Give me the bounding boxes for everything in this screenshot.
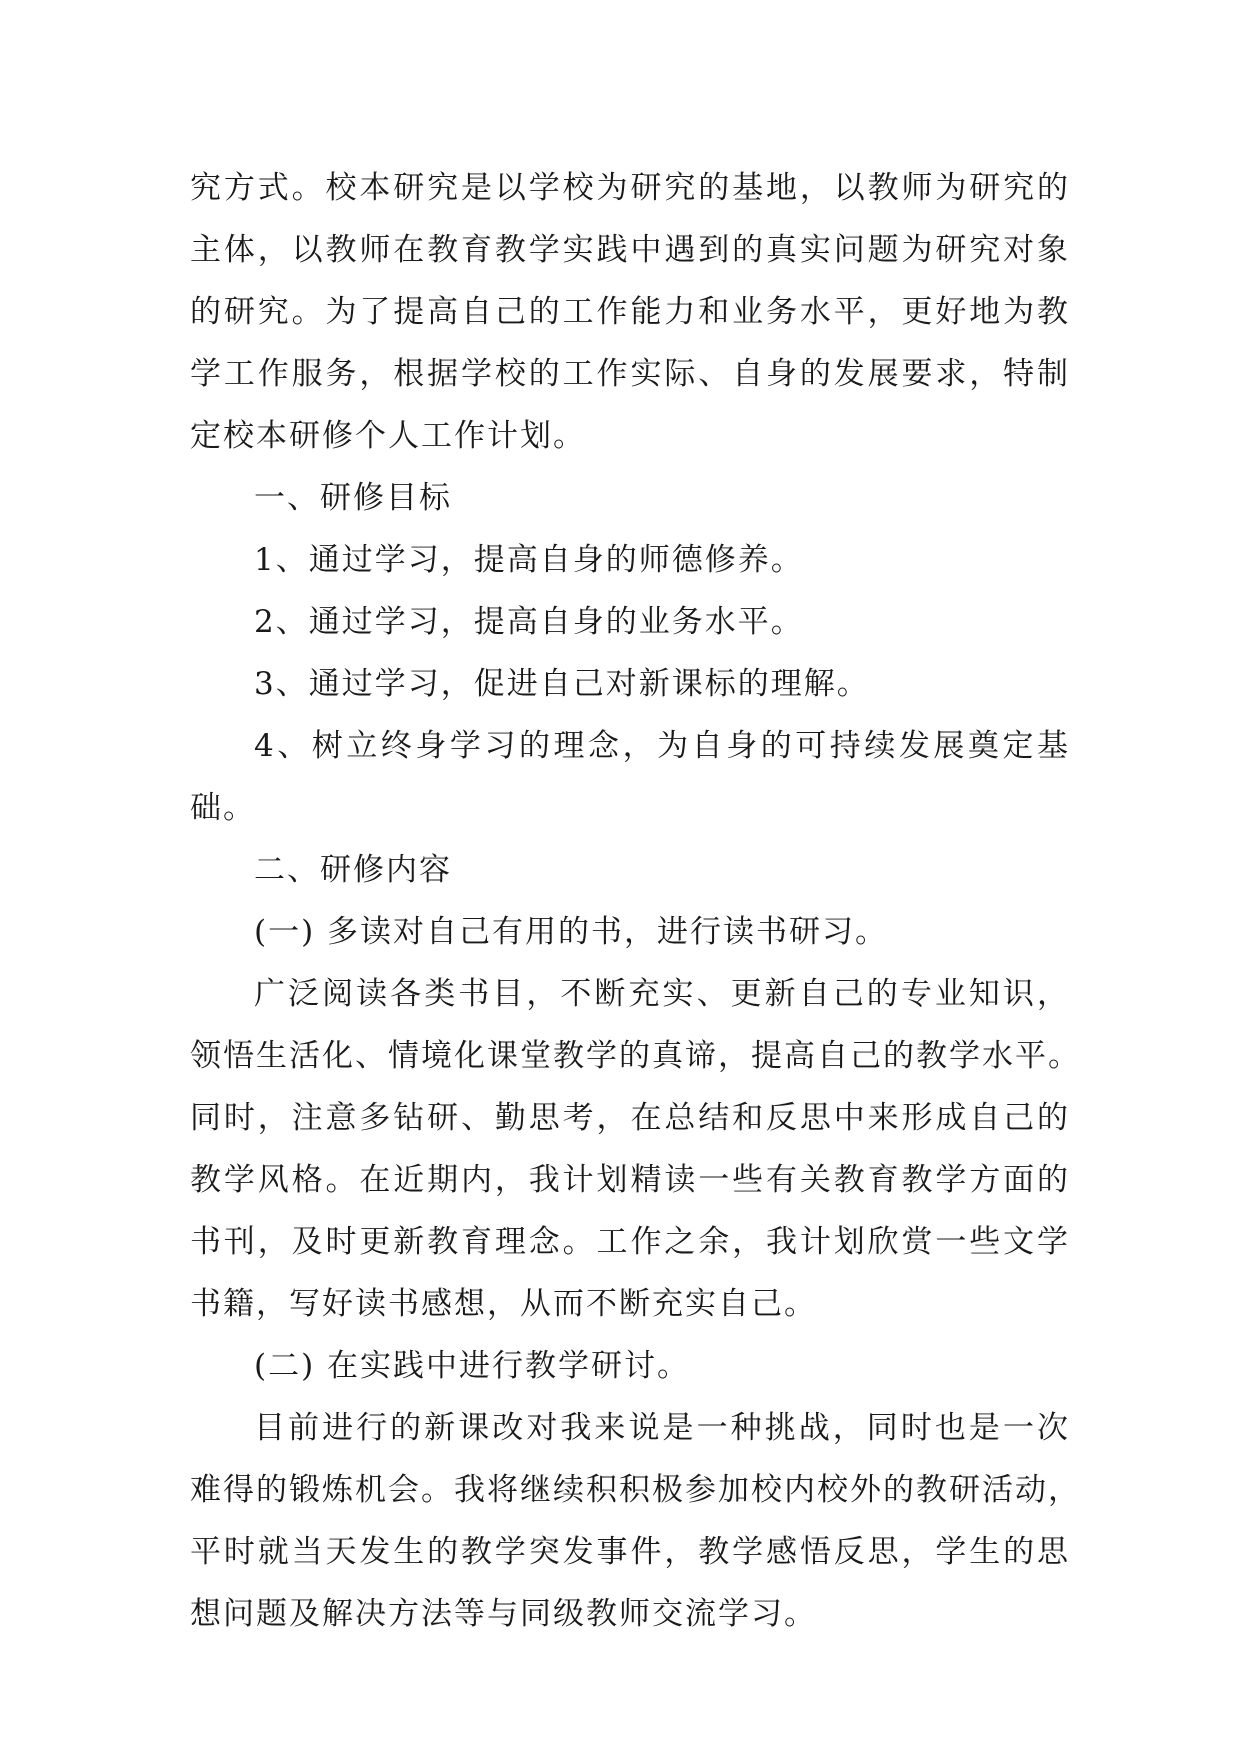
text-line: 的研究。为了提高自己的工作能力和业务水平，更好地为教 xyxy=(190,294,1070,330)
text-line: 书籍，写好读书感想，从而不断充实自己。 xyxy=(190,1286,817,1322)
text-line: 定校本研修个人工作计划。 xyxy=(190,418,586,454)
text-line: 础。 xyxy=(190,790,256,826)
text-line: 领悟生活化、情境化课堂教学的真谛，提高自己的教学水平。 xyxy=(190,1038,1081,1074)
text-line: 教学风格。在近期内，我计划精读一些有关教育教学方面的 xyxy=(190,1162,1070,1198)
text-line: (二) 在实践中进行教学研讨。 xyxy=(254,1348,691,1384)
text-line: 广泛阅读各类书目，不断充实、更新自己的专业知识， xyxy=(254,976,1070,1012)
text-line: 4、树立终身学习的理念，为自身的可持续发展奠定基 xyxy=(254,728,1070,764)
text-line: 书刊，及时更新教育理念。工作之余，我计划欣赏一些文学 xyxy=(190,1224,1070,1260)
text-line: 平时就当天发生的教学突发事件，教学感悟反思，学生的思 xyxy=(190,1534,1070,1570)
text-line: 究方式。校本研究是以学校为研究的基地，以教师为研究的 xyxy=(190,170,1070,206)
text-line: 目前进行的新课改对我来说是一种挑战，同时也是一次 xyxy=(254,1410,1070,1446)
text-line: 同时，注意多钻研、勤思考，在总结和反思中来形成自己的 xyxy=(190,1100,1070,1136)
text-line: 一、研修目标 xyxy=(254,480,452,516)
text-line: 1、通过学习，提高自身的师德修养。 xyxy=(254,542,804,578)
text-line: 主体，以教师在教育教学实践中遇到的真实问题为研究对象 xyxy=(190,232,1070,268)
text-line: 3、通过学习，促进自己对新课标的理解。 xyxy=(254,666,870,702)
text-line: (一) 多读对自己有用的书，进行读书研习。 xyxy=(254,914,889,950)
text-line: 2、通过学习，提高自身的业务水平。 xyxy=(254,604,804,640)
text-line: 难得的锻炼机会。我将继续积积极参加校内校外的教研活动， xyxy=(190,1472,1081,1508)
text-line: 想问题及解决方法等与同级教师交流学习。 xyxy=(190,1596,817,1632)
text-line: 二、研修内容 xyxy=(254,852,452,888)
text-line: 学工作服务，根据学校的工作实际、自身的发展要求，特制 xyxy=(190,356,1070,392)
document-body xyxy=(190,157,1081,1645)
